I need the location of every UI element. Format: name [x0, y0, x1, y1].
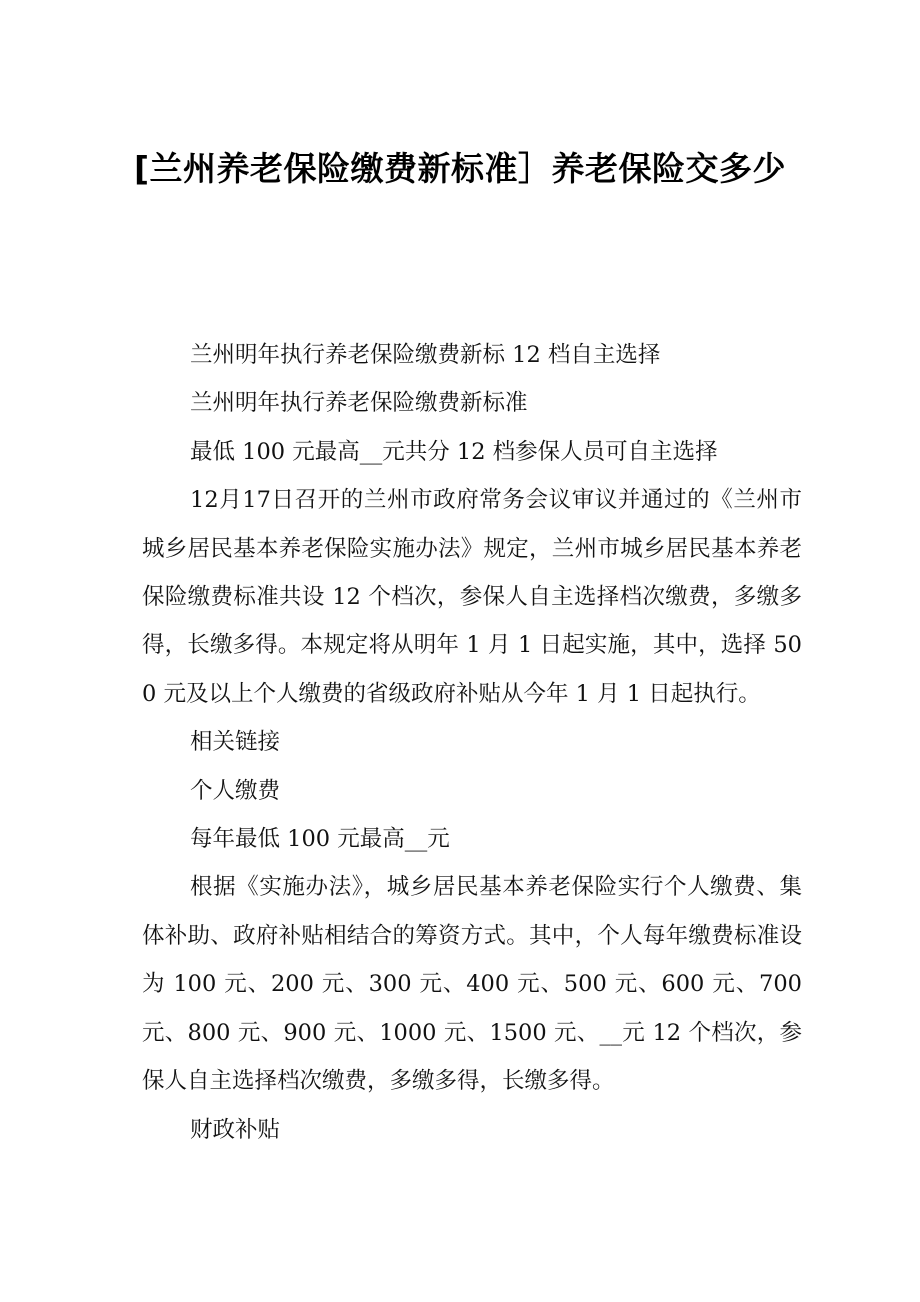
paragraph-subheadline: 兰州明年执行养老保险缴费新标准 [190, 390, 528, 417]
document-body [142, 331, 802, 1154]
paragraph-payment-range: 每年最低 100 元最高__元 [190, 826, 450, 853]
section-heading-related-links: 相关链接 [190, 729, 281, 756]
paragraph-main: 12月17日召开的兰州市政府常务会议审议并通过的《兰州市城乡居民基本养老保险实施办法》规定，兰州市城乡居民基本养老保险缴费标准共设 12 个档次，参保人自主选择档次缴费，多缴多得，长缴多得。本规定将从明年 1 月 1 日起实施，其中，选择 500 元及以上个人缴费的省级政府补贴从今年 1 月 1 日起执行。 [142, 487, 802, 707]
paragraph-summary: 最低 100 元最高__元共分 12 档参保人员可自主选择 [190, 438, 718, 465]
section-heading-personal-payment: 个人缴费 [190, 777, 281, 804]
paragraph-payment-details: 根据《实施办法》，城乡居民基本养老保险实行个人缴费、集体补助、政府补贴相结合的筹资方式。其中，个人每年缴费标准设为 100 元、200 元、300 元、400 元、500 元、600 元、700 元、800 元、900 元、1000 元、1500 元、__元 12 个档次，参保人自主选择档次缴费，多缴多得，长缴多得。 [142, 874, 802, 1095]
document-title: [兰州养老保险缴费新标准］养老保险交多少 [133, 149, 787, 188]
paragraph-headline: 兰州明年执行养老保险缴费新标 12 档自主选择 [190, 342, 661, 368]
section-heading-fiscal-subsidy: 财政补贴 [190, 1116, 281, 1143]
